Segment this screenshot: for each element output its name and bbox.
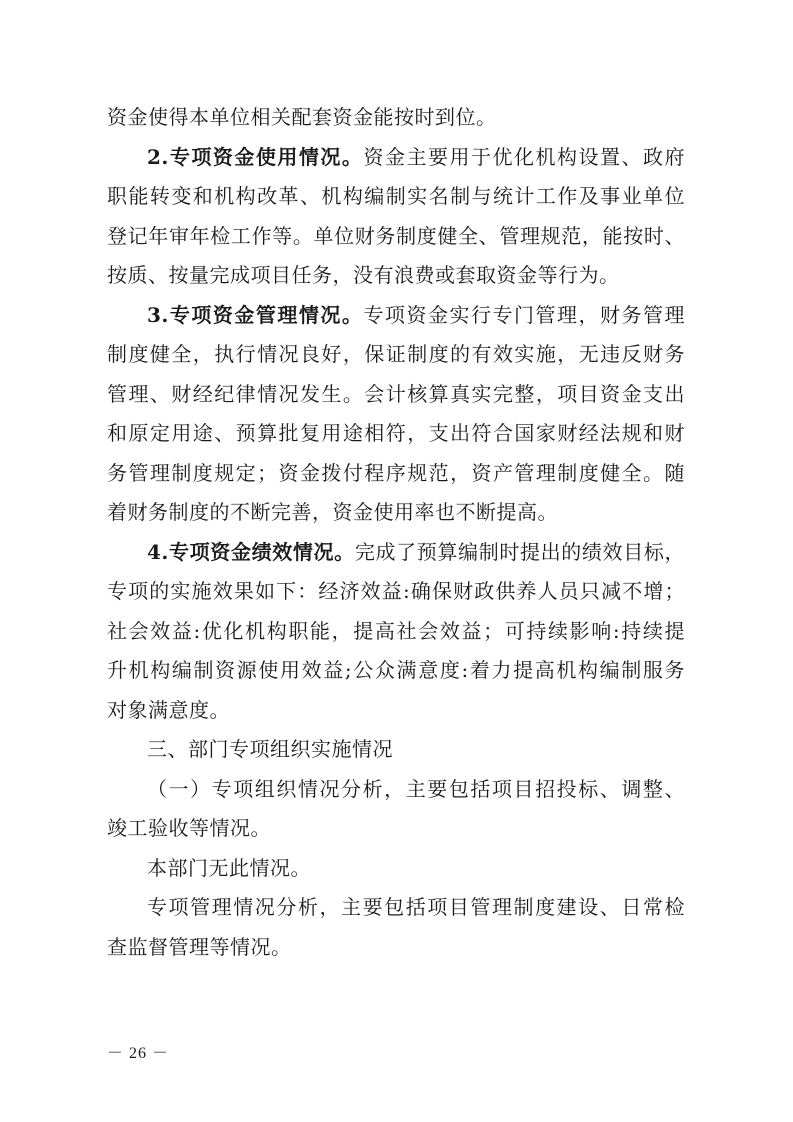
text-run: （一）专项组织情况分析，主要包括项目招投标、调整、 [147, 776, 685, 801]
text-run: 专项资金实行专门管理，财务管理 [363, 302, 686, 327]
paragraph-line [107, 375, 685, 415]
text-run: 职能转变和机构改革、机构编制实名制与统计工作及事业单位 [107, 184, 685, 208]
document-body [107, 98, 685, 967]
text-run: 对象满意度。 [107, 697, 230, 722]
paragraph-line [107, 98, 685, 138]
paragraph-line [107, 335, 685, 375]
paragraph-line [107, 533, 685, 573]
paragraph-heading: 4.专项资金绩效情况。 [147, 539, 355, 564]
paragraph-heading: 3.专项资金管理情况。 [147, 302, 364, 327]
paragraph-line [107, 888, 685, 928]
text-run: 按质、按量完成项目任务，没有浪费或套取资金等行为。 [107, 263, 620, 287]
section-title: 三、部门专项组织实施情况 [147, 737, 393, 761]
paragraph-line [107, 138, 685, 178]
text-run: 和原定用途、预算批复用途相符，支出符合国家财经法规和财 [107, 421, 685, 445]
paragraph-line [107, 651, 685, 691]
paragraph-line [107, 414, 685, 454]
paragraph-line [107, 493, 685, 533]
paragraph-line [107, 296, 685, 336]
paragraph-line [107, 256, 685, 296]
paragraph-line [107, 928, 685, 968]
text-run: 制度健全，执行情况良好，保证制度的有效实施，无违反财务 [107, 342, 685, 366]
text-run: 资金主要用于优化机构设置、政府 [363, 144, 686, 169]
text-run: 社会效益:优化机构职能，提高社会效益；可持续影响:持续提 [107, 618, 685, 643]
paragraph-line [107, 572, 685, 612]
text-run: 专项的实施效果如下：经济效益:确保财政供养人员只减不增； [107, 579, 685, 603]
text-run: 务管理制度规定；资金拨付程序规范，资产管理制度健全。随 [107, 460, 685, 485]
paragraph-heading: 2.专项资金使用情况。 [147, 144, 364, 169]
paragraph-line [107, 454, 685, 494]
text-run: 升机构编制资源使用效益;公众满意度:着力提高机构编制服务 [107, 658, 685, 682]
section-heading [107, 730, 685, 770]
paragraph-line [107, 849, 685, 889]
text-run: 查监督管理等情况。 [107, 934, 292, 959]
text-run: 本部门无此情况。 [147, 855, 311, 880]
page-number: － 26 － [107, 1045, 170, 1062]
text-run: 资金使得本单位相关配套资金能按时到位。 [107, 105, 497, 129]
text-run: 完成了预算编制时提出的绩效目标， [354, 539, 685, 564]
text-run: 管理、财经纪律情况发生。会计核算真实完整，项目资金支出 [107, 381, 685, 406]
paragraph-line [107, 177, 685, 217]
paragraph-line [107, 809, 685, 849]
text-run: 登记年审年检工作等。单位财务制度健全、管理规范，能按时、 [107, 223, 685, 248]
text-run: 专项管理情况分析，主要包括项目管理制度建设、日常检 [147, 895, 685, 919]
paragraph-line [107, 612, 685, 652]
text-run: 竣工验收等情况。 [107, 816, 271, 840]
paragraph-line [107, 691, 685, 731]
paragraph-line [107, 770, 685, 810]
text-run: 着财务制度的不断完善，资金使用率也不断提高。 [107, 500, 558, 524]
paragraph-line [107, 217, 685, 257]
